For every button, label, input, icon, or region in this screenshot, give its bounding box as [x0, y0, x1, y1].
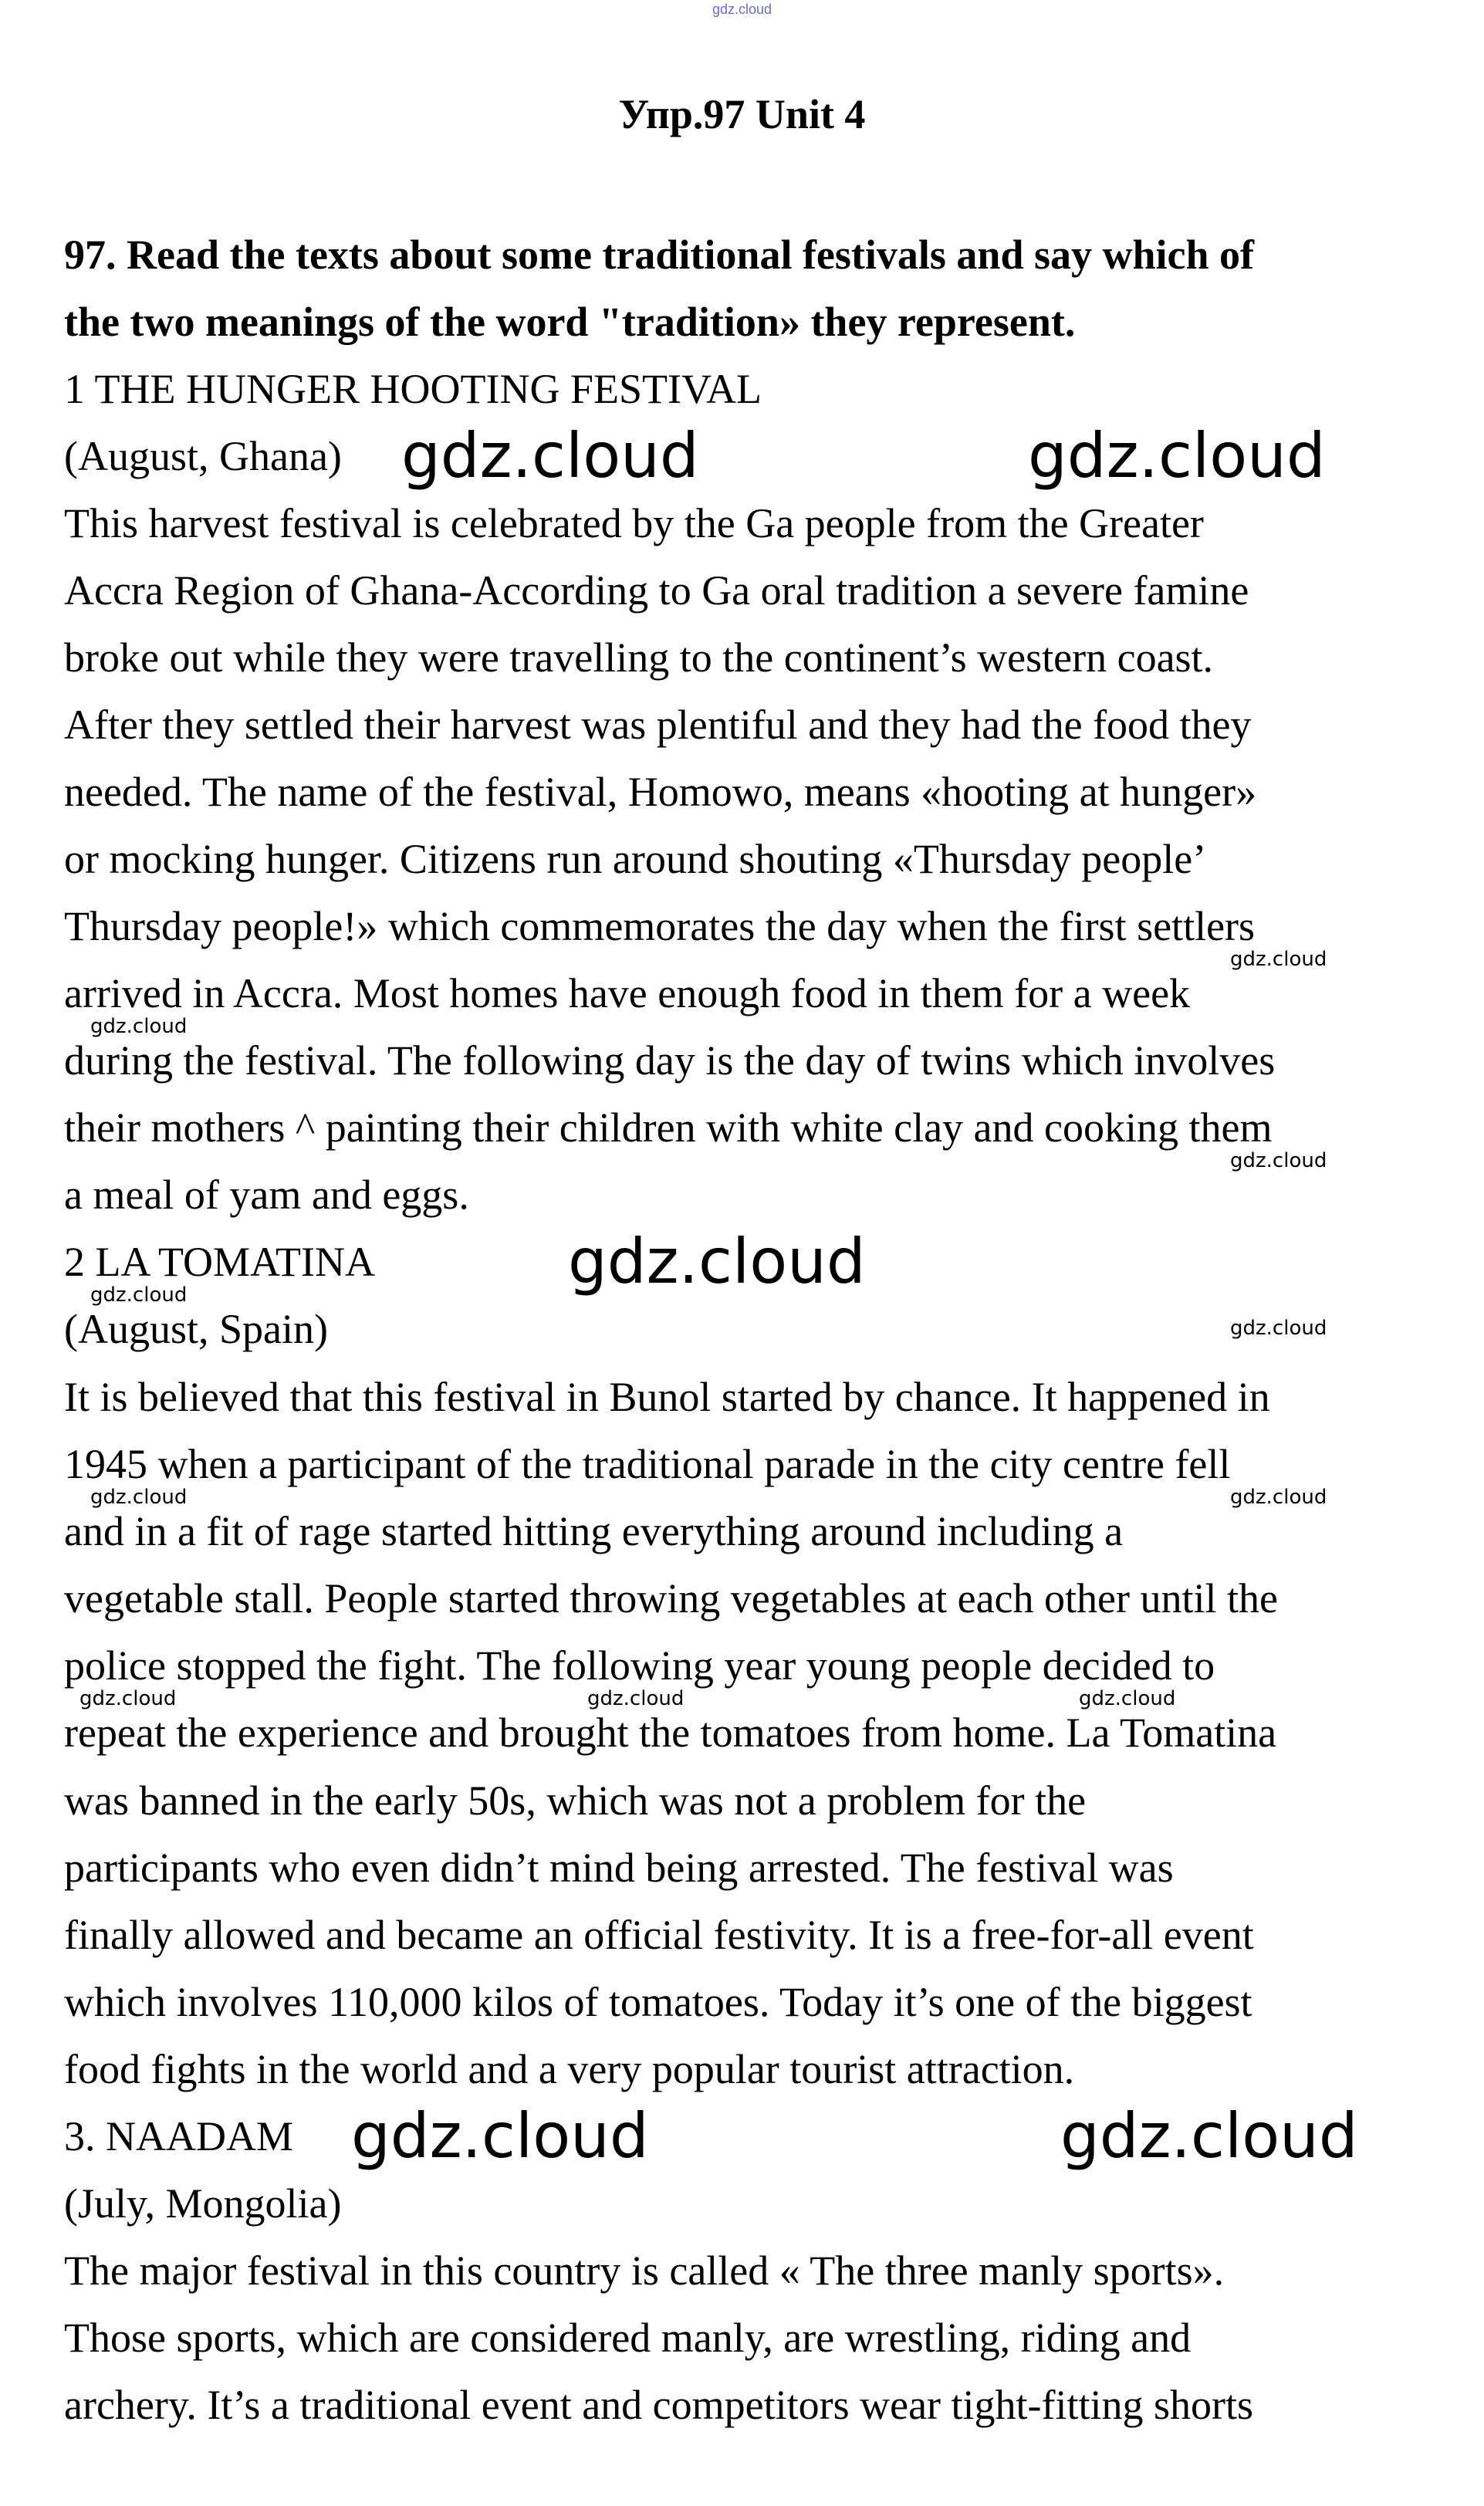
watermark: gdz.cloud [1230, 1317, 1327, 1340]
body-line: participants who even didn’t mind being arrested. The festival was [64, 1845, 1174, 1891]
body-line: or mocking hunger. Citizens run around shouting «Thursday people’ [64, 836, 1207, 882]
body-line: 1945 when a participant of the traditional parade in the city centre fell [64, 1441, 1231, 1487]
watermark: gdz.cloud [90, 1486, 188, 1509]
body-line: during the festival. The following day is the day of twins which involves [64, 1037, 1276, 1084]
section-heading: 1 THE HUNGER HOOTING FESTIVAL [64, 366, 762, 412]
body-line: It is believed that this festival in Bunol started by chance. It happened in [64, 1374, 1270, 1420]
body-line: was banned in the early 50s, which was not a problem for the [64, 1777, 1087, 1824]
body-line: which involves 110,000 kilos of tomatoes. Today it’s one of the biggest [64, 1979, 1252, 2025]
watermark: gdz.cloud [401, 420, 699, 492]
body-line: arrived in Accra. Most homes have enough food in them for a week [64, 970, 1191, 1016]
body-line: police stopped the fight. The following year young people decided to [64, 1642, 1215, 1689]
watermark: gdz.cloud [1060, 2100, 1358, 2172]
body-line: This harvest festival is celebrated by the Ga people from the Greater [64, 500, 1204, 546]
task-line: the two meanings of the word "tradition» they represent. [64, 299, 1076, 345]
watermark: gdz.cloud [79, 1687, 177, 1710]
body-line: finally allowed and became an official festivity. It is a free-for-all event [64, 1912, 1254, 1958]
body-line: food fights in the world and a very popular tourist attraction. [64, 2046, 1075, 2092]
body-line: archery. It’s a traditional event and competitors wear tight-fitting shorts [64, 2382, 1254, 2428]
body-line: needed. The name of the festival, Homowo, means «hooting at hunger» [64, 769, 1257, 815]
watermark: gdz.cloud [90, 1015, 188, 1038]
watermark: gdz.cloud [90, 1283, 188, 1307]
task-line: 97. Read the texts about some traditional festivals and say which of [64, 232, 1255, 278]
watermark: gdz.cloud [1028, 420, 1326, 492]
section-date: (July, Mongolia) [64, 2180, 342, 2227]
page-title: Упр.97 Unit 4 [618, 91, 866, 137]
watermark: gdz.cloud [568, 1226, 866, 1297]
watermark: gdz.cloud [1230, 948, 1327, 971]
watermark-top: gdz.cloud [712, 2, 772, 17]
body-line: broke out while they were travelling to the continent’s western coast. [64, 634, 1214, 681]
body-line: Accra Region of Ghana-According to Ga oral tradition a severe famine [64, 567, 1249, 614]
body-line: a meal of yam and eggs. [64, 1172, 469, 1218]
watermark: gdz.cloud [587, 1687, 685, 1710]
section-heading: 3. NAADAM [64, 2113, 293, 2159]
section-heading: 2 LA TOMATINA [64, 1239, 376, 1285]
body-line: vegetable stall. People started throwing vegetables at each other until the [64, 1575, 1278, 1622]
body-line: The major festival in this country is called « The three manly sports». [64, 2247, 1225, 2294]
body-line: repeat the experience and brought the tomatoes from home. La Tomatina [64, 1710, 1277, 1756]
body-line: Those sports, which are considered manly, are wrestling, riding and [64, 2315, 1192, 2361]
watermark: gdz.cloud [351, 2100, 649, 2172]
watermark: gdz.cloud [1230, 1486, 1327, 1509]
body-line: After they settled their harvest was plentiful and they had the food they [64, 702, 1252, 748]
watermark: gdz.cloud [1079, 1687, 1176, 1710]
body-line: their mothers ^ painting their children with white clay and cooking them [64, 1104, 1273, 1151]
section-date: (August, Spain) [64, 1306, 328, 1352]
body-line: and in a fit of rage started hitting everything around including a [64, 1508, 1124, 1554]
section-date: (August, Ghana) [64, 433, 342, 479]
watermark: gdz.cloud [1230, 1149, 1327, 1172]
body-line: Thursday people!» which commemorates the day when the first settlers [64, 903, 1256, 949]
